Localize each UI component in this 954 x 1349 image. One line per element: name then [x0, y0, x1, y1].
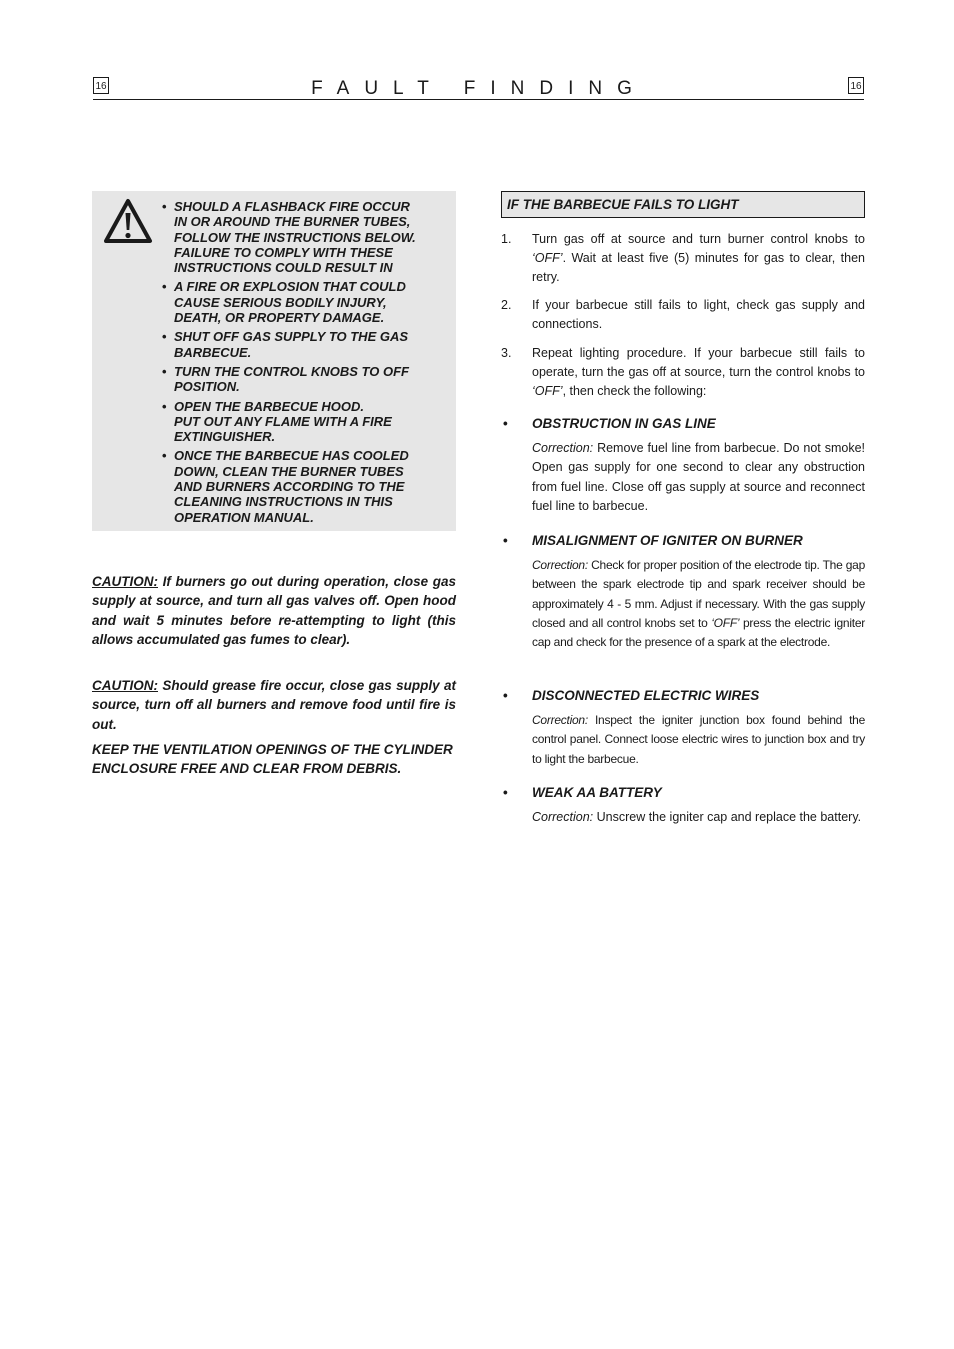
caution-grease-fire: CAUTION: Should grease fire occur, close gas supply at source, turn off all burners and remove food until fire is out.: [92, 678, 456, 732]
warning-item: • SHUT OFF GAS SUPPLY TO THE GAS BARBECUE.: [162, 329, 452, 360]
warning-triangle-icon: [102, 197, 154, 247]
warning-list: [162, 199, 452, 529]
page-number-left: 16: [93, 77, 109, 94]
warning-item: • A FIRE OR EXPLOSION THAT COULD CAUSE SERIOUS BODILY INJURY, DEATH, OR PROPERTY DAMAGE.: [162, 279, 452, 325]
warning-item: • ONCE THE BARBECUE HAS COOLED DOWN, CLEAN THE BURNER TUBES AND BURNERS ACCORDING TO THE CLEANING INSTRUCTIONS IN THIS OPERATION MANUAL.: [162, 448, 452, 524]
fault-heading: • OBSTRUCTION IN GAS LINE: [503, 416, 716, 431]
ventilation-notice: KEEP THE VENTILATION OPENINGS OF THE CYLINDER ENCLOSURE FREE AND CLEAR FROM DEBRIS.: [92, 742, 453, 777]
section-heading-fails-to-light: IF THE BARBECUE FAILS TO LIGHT: [501, 191, 865, 218]
page-number-right: 16: [848, 77, 864, 94]
fault-correction: Correction: Remove fuel line from barbecue. Do not smoke! Open gas supply for one second to clear any obstruction from fuel line. Close off gas supply at source and reconnect fuel line to barbecue.: [532, 441, 865, 513]
flashback-warning-box: [92, 191, 456, 531]
fault-heading: • WEAK AA BATTERY: [503, 785, 662, 800]
fault-heading: • DISCONNECTED ELECTRIC WIRES: [503, 688, 760, 703]
page-title: FAULT FINDING: [311, 78, 647, 99]
header-rule: [93, 99, 864, 100]
fault-heading: • MISALIGNMENT OF IGNITER ON BURNER: [503, 533, 803, 548]
step-item: 3. Repeat lighting procedure. If your barbecue still fails to operate, turn the gas off at source, turn the control knobs to ‘OFF’, then check the following:: [501, 346, 865, 399]
warning-item: • TURN THE CONTROL KNOBS TO OFF POSITION.: [162, 364, 452, 395]
caution-burners-out: CAUTION: If burners go out during operation, close gas supply at source, and turn all gas valves off. Open hood and wait 5 minutes before re-attempting to light (this allows accumulated gas fumes to clear).: [92, 574, 456, 648]
step-item: 2. If your barbecue still fails to light, check gas supply and connections.: [501, 298, 865, 332]
fault-correction: Correction: Unscrew the igniter cap and replace the battery.: [532, 810, 862, 824]
step-item: 1. Turn gas off at source and turn burner control knobs to ‘OFF’. Wait at least five (5) minutes for gas to clear, then retry.: [501, 232, 865, 285]
fault-correction: Correction: Inspect the igniter junction box found behind the control panel. Connect loose electric wires to junction box and try to light the barbecue.: [532, 713, 865, 766]
warning-item: • OPEN THE BARBECUE HOOD. PUT OUT ANY FLAME WITH A FIRE EXTINGUISHER.: [162, 399, 452, 445]
warning-item: • SHOULD A FLASHBACK FIRE OCCUR IN OR AROUND THE BURNER TUBES, FOLLOW THE INSTRUCTIONS BELOW. FAILURE TO COMPLY WITH THESE INSTRUCTIONS COULD RESULT IN: [162, 199, 452, 275]
fault-correction: Correction: Check for proper position of the electrode tip. The gap between the spark electrode tip and spark receiver should be approximately 4 - 5 mm. Adjust if necessary. With the gas supply closed and all control knobs set to ‘OFF’ press the electric igniter cap and check for the presence of a spark at the electrode.: [532, 558, 865, 650]
